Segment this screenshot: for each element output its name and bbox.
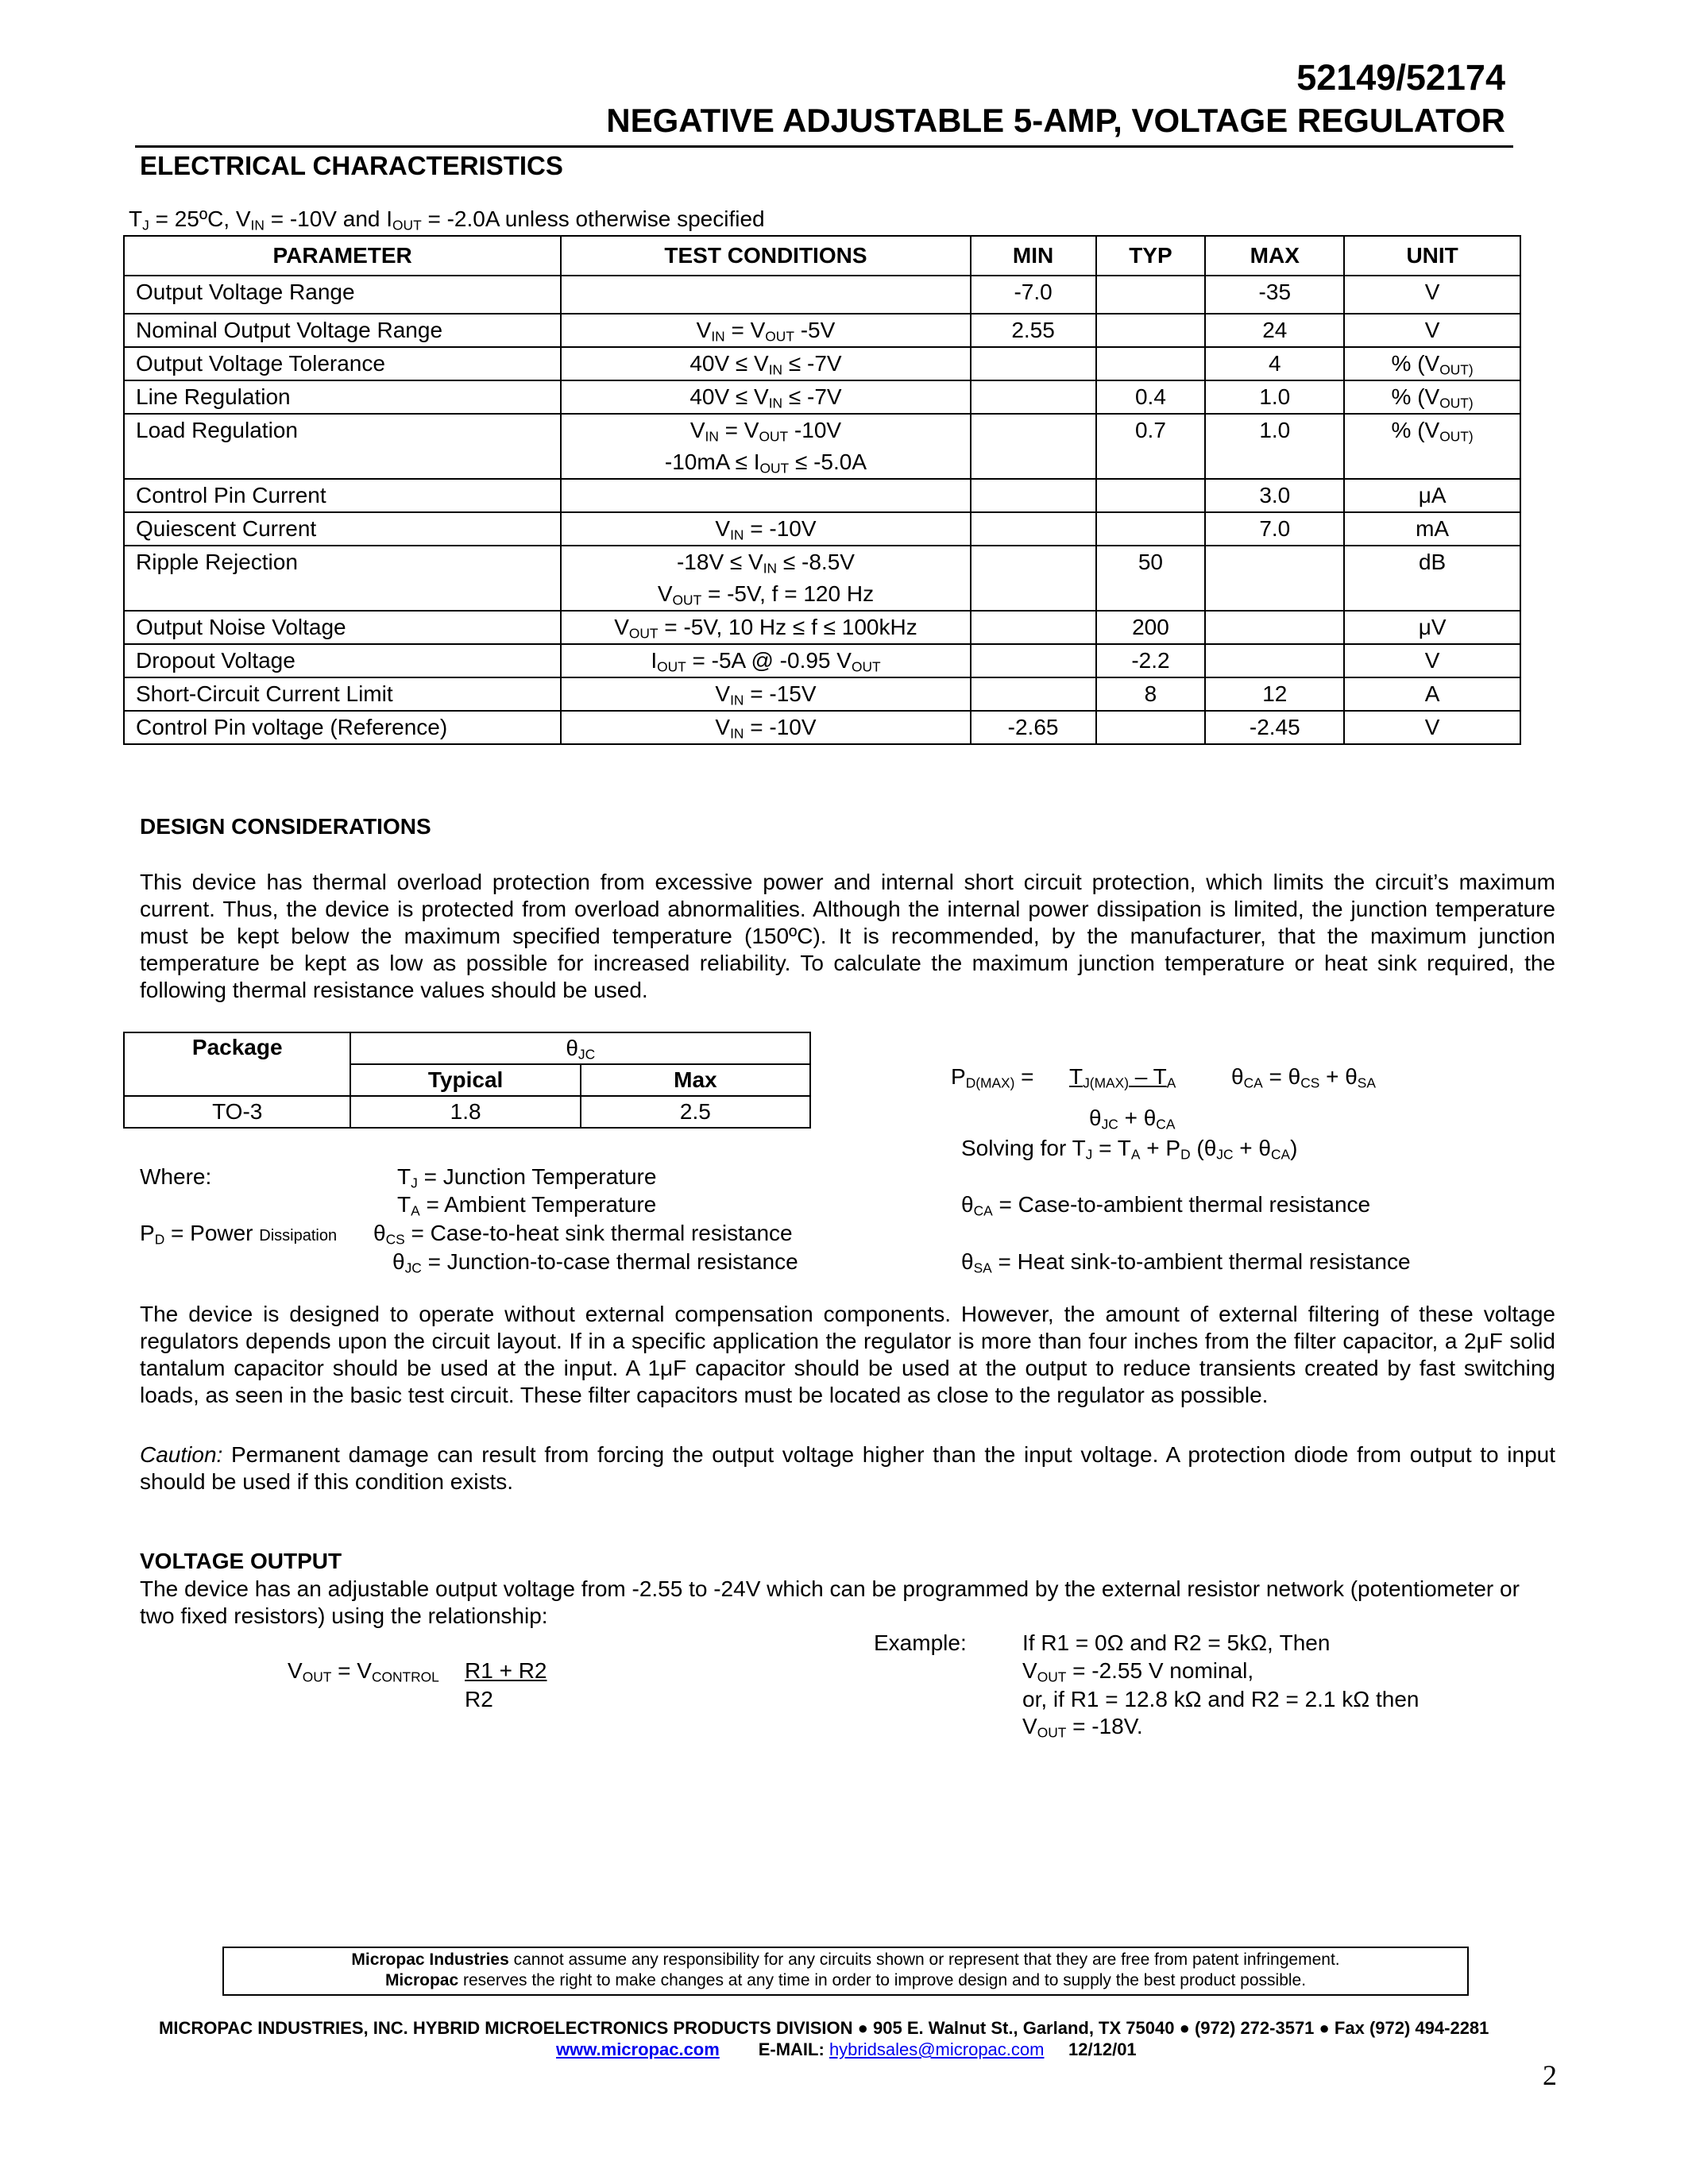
condition-cell: $40V \le V_{IN} \le -7V$ — [561, 380, 970, 414]
example-label: Example: — [874, 1630, 967, 1655]
min-cell: -7.0 — [971, 276, 1096, 314]
max-cell: 2.5 — [581, 1096, 810, 1128]
vout-formula-denominator: R2 — [465, 1687, 493, 1711]
contact-line — [556, 2039, 1137, 2060]
param-cell: Quiescent Current — [124, 512, 561, 546]
min-cell — [971, 644, 1096, 677]
max-cell: 7.0 — [1205, 512, 1344, 546]
pd-max-label: $P_{D(MAX)}$ = — [951, 1064, 1034, 1091]
vout-formula-lhs: $V_{OUT} = V_{CONTROL}$ — [288, 1658, 439, 1685]
min-cell — [971, 380, 1096, 414]
typ-cell — [1096, 512, 1206, 546]
unit-cell: % ($V_{OUT)}$ — [1344, 347, 1520, 380]
max-cell — [1205, 546, 1344, 611]
typ-cell — [1096, 314, 1206, 347]
theta-jc-header: $\theta_{JC}$ — [350, 1032, 810, 1064]
unit-cell: μV — [1344, 611, 1520, 644]
min-cell — [971, 512, 1096, 546]
param-cell: Nominal Output Voltage Range — [124, 314, 561, 347]
table-row — [124, 380, 1520, 414]
table-row — [124, 276, 1520, 314]
max-cell: 4 — [1205, 347, 1344, 380]
condition-cell: $-18V \le V_{IN} \le -8.5V$ $V_{OUT} = -5V$, f = 120 Hz — [561, 546, 970, 611]
company-address: MICROPAC INDUSTRIES, INC. HYBRID MICROELECTRONICS PRODUCTS DIVISION ● 905 E. Walnut St., Garland, TX 75040 ● (972) 272-3571 ● Fax (972) 494-2281 — [159, 2018, 1489, 2038]
param-cell: Control Pin voltage (Reference) — [124, 711, 561, 744]
example-line-3: or, if R1 = 12.8 kΩ and R2 = 2.1 kΩ then — [1022, 1687, 1420, 1711]
table-row — [124, 611, 1520, 644]
max-cell: -35 — [1205, 276, 1344, 314]
typ-cell — [1096, 276, 1206, 314]
theta-ca-relation: $\theta_{CA} = \theta_{CS} + \theta_{SA}$ — [1231, 1064, 1376, 1091]
min-cell — [971, 677, 1096, 711]
unit-cell: % ($V_{OUT)}$ — [1344, 414, 1520, 479]
table-row — [124, 644, 1520, 677]
param-cell: Output Voltage Range — [124, 276, 561, 314]
table-row — [124, 546, 1520, 611]
param-cell: Output Noise Voltage — [124, 611, 561, 644]
where-label: Where: — [140, 1164, 212, 1189]
caution-paragraph: Caution: Permanent damage can result from forcing the output voltage higher than the input voltage. A protection diode from output to input should be used if this condition exists. — [140, 1442, 1555, 1494]
unit-cell: V — [1344, 276, 1520, 314]
unit-cell: V — [1344, 711, 1520, 744]
max-cell: -2.45 — [1205, 711, 1344, 744]
typ-cell: -2.2 — [1096, 644, 1206, 677]
design-paragraph-2: The device is designed to operate without external compensation components. However, the amount of external filtering of these voltage regulators depends upon the circuit layout. If in a specific application the regulator is more than four inches from the filter capacitor, a 2μF solid tantalum capacitor should be used at the input. A 1μF capacitor should be used at the output to reduce transients created by fast switching loads, as seen in the basic test circuit. These filter capacitors must be located as close to the regulator as possible. — [140, 1302, 1555, 1407]
condition-cell: $V_{OUT} = -5V$, 10 Hz ≤ f ≤ 100kHz — [561, 611, 970, 644]
condition-cell: $V_{IN} = V_{OUT}$ -5V — [561, 314, 970, 347]
def-tj: $T_J$ = Junction Temperature — [397, 1164, 657, 1191]
col-header: UNIT — [1344, 236, 1520, 276]
col-header: MAX — [1205, 236, 1344, 276]
param-cell: Short-Circuit Current Limit — [124, 677, 561, 711]
min-cell — [971, 546, 1096, 611]
min-cell: 2.55 — [971, 314, 1096, 347]
package-thermal-table — [123, 1032, 811, 1129]
package-cell: TO-3 — [124, 1096, 350, 1128]
min-cell — [971, 611, 1096, 644]
max-cell — [1205, 611, 1344, 644]
typ-cell: 0.7 — [1096, 414, 1206, 479]
table-row — [124, 414, 1520, 479]
solving-for-tj: Solving for $T_J = T_A + P_D$ $(\theta_{JC} + \theta_{CA})$ — [961, 1136, 1298, 1163]
typ-cell: 8 — [1096, 677, 1206, 711]
typ-cell — [1096, 711, 1206, 744]
typ-cell: 0.4 — [1096, 380, 1206, 414]
col-header: TYP — [1096, 236, 1206, 276]
disclaimer-box — [222, 1947, 1469, 1996]
typ-cell: 50 — [1096, 546, 1206, 611]
table-row — [124, 479, 1520, 512]
table-row — [124, 347, 1520, 380]
unit-cell: dB — [1344, 546, 1520, 611]
max-cell — [1205, 644, 1344, 677]
min-cell — [971, 414, 1096, 479]
section-heading-voltage-output: VOLTAGE OUTPUT — [140, 1549, 342, 1573]
table-row — [124, 314, 1520, 347]
table-header-row — [124, 236, 1520, 276]
disclaimer-line-2: Micropac reserves the right to make changes at any time in order to improve design and to supply the best product possible. — [384, 1971, 1307, 1989]
def-pd: $P_D$ = Power Dissipation — [140, 1221, 338, 1248]
def-ta: $T_A$ = Ambient Temperature — [397, 1192, 657, 1219]
table-row — [124, 711, 1520, 744]
document-title: NEGATIVE ADJUSTABLE 5-AMP, VOLTAGE REGULATOR — [606, 102, 1505, 139]
condition-cell: $I_{OUT} = -5A$ @ -0.95 $V_{OUT}$ — [561, 644, 970, 677]
param-cell: Dropout Voltage — [124, 644, 561, 677]
condition-cell — [561, 276, 970, 314]
condition-cell: $V_{IN} = -10V$ — [561, 512, 970, 546]
table-row — [124, 677, 1520, 711]
table-row — [124, 512, 1520, 546]
param-cell: Load Regulation — [124, 414, 561, 479]
col-header: TEST CONDITIONS — [561, 236, 970, 276]
section-heading-electrical: ELECTRICAL CHARACTERISTICS — [140, 151, 563, 180]
email-label: E-MAIL: — [758, 2039, 825, 2059]
part-number: 52149/52174 — [1296, 57, 1505, 98]
max-cell: 1.0 — [1205, 414, 1344, 479]
unit-cell: V — [1344, 644, 1520, 677]
example-line-2: $V_{OUT} = -2.55$ V nominal, — [1022, 1658, 1254, 1685]
max-cell: 3.0 — [1205, 479, 1344, 512]
typ-cell: 200 — [1096, 611, 1206, 644]
param-cell: Output Voltage Tolerance — [124, 347, 561, 380]
disclaimer-line-1: Micropac Industries cannot assume any responsibility for any circuits shown or represent that they are free from patent infringement. — [351, 1951, 1340, 1969]
electrical-characteristics-table — [123, 235, 1521, 745]
vout-formula-numerator: R1 + R2 — [465, 1658, 547, 1683]
min-cell — [971, 479, 1096, 512]
pd-max-numerator: $T_{J(MAX)} - T_A$ — [1069, 1064, 1176, 1091]
condition-cell — [561, 479, 970, 512]
condition-cell: $V_{IN} = V_{OUT}$ -10V $-10mA \le I_{OUT} \le -5.0A$ — [561, 414, 970, 479]
condition-cell: $40V \le V_{IN} \le -7V$ — [561, 347, 970, 380]
section-heading-design: DESIGN CONSIDERATIONS — [140, 814, 431, 839]
condition-cell: $V_{IN} = -10V$ — [561, 711, 970, 744]
typ-cell — [1096, 479, 1206, 512]
header-rule — [135, 145, 1513, 148]
max-cell: 24 — [1205, 314, 1344, 347]
def-theta-ca: $\theta_{CA}$ = Case-to-ambient thermal resistance — [961, 1192, 1371, 1219]
test-conditions-note: $T_J$ = 25ºC, $V_{IN} = -10V$ and $I_{OUT} = -2.0A$ unless otherwise specified — [129, 206, 765, 233]
website-link[interactable]: www.micropac.com — [556, 2039, 720, 2059]
unit-cell: A — [1344, 677, 1520, 711]
def-theta-cs: $\theta_{CS}$ = Case-to-heat sink thermal resistance — [373, 1221, 793, 1248]
revision-date: 12/12/01 — [1068, 2039, 1137, 2059]
def-theta-jc: $\theta_{JC}$ = Junction-to-case thermal resistance — [392, 1249, 798, 1276]
pd-max-denominator: $\theta_{JC} + \theta_{CA}$ — [1089, 1106, 1176, 1133]
def-theta-sa: $\theta_{SA}$ = Heat sink-to-ambient thermal resistance — [961, 1249, 1411, 1276]
typical-cell: 1.8 — [350, 1096, 580, 1128]
min-cell — [971, 347, 1096, 380]
col-header: PARAMETER — [124, 236, 561, 276]
email-link[interactable]: hybridsales@micropac.com — [829, 2039, 1045, 2059]
voltage-output-paragraph: The device has an adjustable output voltage from -2.55 to -24V which can be programmed by the external resistor network (potentiometer or two fixed resistors) using the relationship: — [140, 1576, 1520, 1628]
col-header: MIN — [971, 236, 1096, 276]
condition-cell: $V_{IN} = -15V$ — [561, 677, 970, 711]
typ-cell — [1096, 347, 1206, 380]
table-row — [124, 1096, 810, 1128]
typical-header: Typical — [350, 1064, 580, 1096]
design-paragraph-1: This device has thermal overload protection from excessive power and internal short circuit protection, which limits the circuit’s maximum current. Thus, the device is protected from overload abnormalities. Although the internal power dissipation is limited, the junction temperature must be kept below the maximum specified temperature (150ºC). It is recommended, by the manufacturer, that the maximum junction temperature be kept as low as possible for increased reliability. To calculate the maximum junction temperature or heat sink required, the following thermal resistance values should be used. — [140, 870, 1555, 1002]
unit-cell: % ($V_{OUT)}$ — [1344, 380, 1520, 414]
unit-cell: μA — [1344, 479, 1520, 512]
min-cell: -2.65 — [971, 711, 1096, 744]
param-cell: Control Pin Current — [124, 479, 561, 512]
unit-cell: mA — [1344, 512, 1520, 546]
max-cell: 1.0 — [1205, 380, 1344, 414]
param-cell: Ripple Rejection — [124, 546, 561, 611]
page-number: 2 — [1543, 2059, 1557, 2091]
max-header: Max — [581, 1064, 810, 1096]
unit-cell: V — [1344, 314, 1520, 347]
param-cell: Line Regulation — [124, 380, 561, 414]
example-line-4: $V_{OUT} = -18V$. — [1022, 1714, 1143, 1741]
package-header: Package — [124, 1032, 350, 1096]
example-line-1: If R1 = 0Ω and R2 = 5kΩ, Then — [1022, 1630, 1331, 1655]
max-cell: 12 — [1205, 677, 1344, 711]
